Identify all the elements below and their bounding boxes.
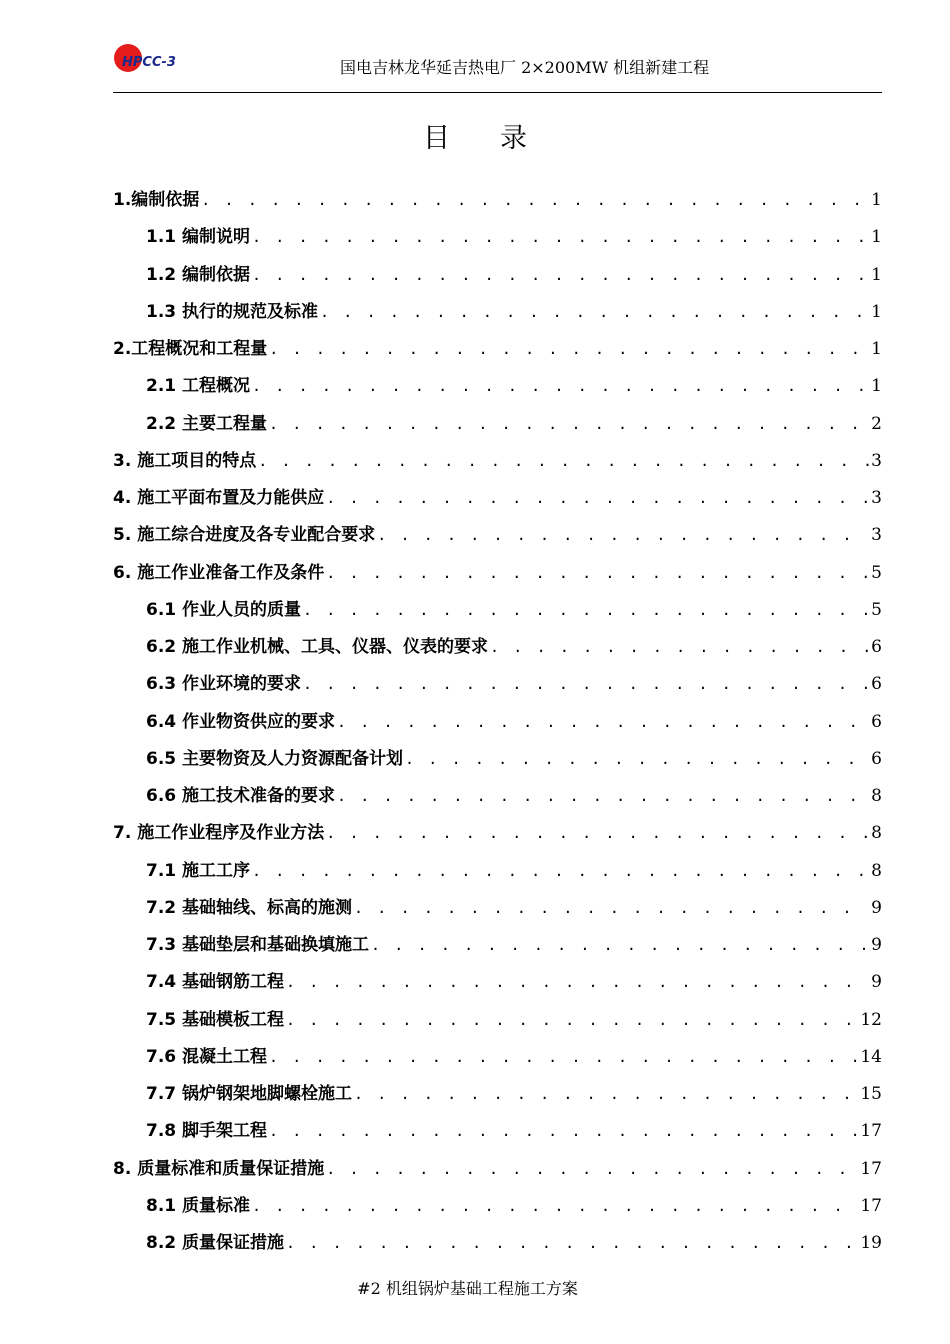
toc-dot-leader (371, 931, 869, 959)
toc-entry-page: 1 (871, 190, 882, 210)
toc-entry[interactable] (113, 708, 882, 745)
footer-text: #2 机组锅炉基础工程施工方案 (357, 1279, 578, 1298)
toc-entry-page: 3 (871, 450, 882, 471)
toc-dot-leader (303, 596, 869, 624)
toc-entry[interactable] (113, 782, 882, 819)
toc-entry-label: 7.5 基础模板工程 (146, 1009, 285, 1030)
toc-entry-page: 2 (871, 413, 882, 434)
toc-entry-label: 1.3 执行的规范及标准 (146, 301, 319, 322)
toc-entry-page: 15 (860, 1084, 882, 1104)
toc-entry[interactable] (113, 894, 882, 931)
toc-entry-page: 1 (871, 339, 882, 359)
toc-entry-label: 7.6 混凝土工程 (146, 1046, 268, 1067)
toc-entry[interactable] (113, 670, 882, 707)
toc-entry-label: 7.7 锅炉钢架地脚螺栓施工 (146, 1084, 353, 1104)
toc-entry-page: 5 (871, 562, 882, 583)
toc-entry-page: 1 (871, 227, 882, 248)
toc-entry-label: 6.2 施工作业机械、工具、仪器、仪表的要求 (146, 637, 489, 657)
toc-entry-page: 6 (871, 711, 882, 732)
toc-entry-page: 14 (860, 1046, 882, 1067)
toc-entry-label: 7.1 施工工序 (146, 860, 251, 881)
toc-entry[interactable] (113, 521, 882, 558)
toc-entry-label: 6.1 作业人员的质量 (146, 599, 302, 620)
toc-entry[interactable] (113, 1043, 882, 1080)
toc-entry-page: 5 (871, 599, 882, 620)
toc-entry[interactable] (113, 484, 882, 521)
toc-entry-page: 17 (860, 1195, 882, 1216)
toc-dot-leader (252, 1192, 858, 1220)
toc-entry-label: 2.工程概况和工程量 (113, 339, 268, 359)
toc-entry-page: 8 (871, 823, 882, 844)
toc-dot-leader (286, 968, 869, 996)
toc-entry[interactable] (113, 1080, 882, 1117)
toc-entry-page: 1 (871, 301, 882, 322)
toc-entry[interactable] (113, 447, 882, 484)
toc-entry-label: 3. 施工项目的特点 (113, 450, 257, 471)
toc-entry-label: 7. 施工作业程序及作业方法 (113, 823, 325, 844)
toc-entry-label: 2.1 工程概况 (146, 376, 251, 397)
toc-entry[interactable] (113, 372, 882, 409)
toc-entry[interactable] (113, 223, 882, 260)
toc-entry-label: 6.4 作业物资供应的要求 (146, 711, 336, 732)
toc-entry[interactable] (113, 931, 882, 968)
toc-entry[interactable] (113, 633, 882, 670)
toc-dot-leader (326, 819, 869, 847)
toc-entry-page: 17 (860, 1121, 882, 1142)
toc-entry[interactable] (113, 1155, 882, 1192)
toc-entry[interactable] (113, 968, 882, 1005)
toc-entry[interactable] (113, 186, 882, 223)
toc-dot-leader (258, 447, 869, 475)
toc-dot-leader (354, 1080, 858, 1108)
toc-dot-leader (326, 484, 869, 512)
toc-entry-page: 9 (871, 935, 882, 955)
toc-entry-label: 8.2 质量保证措施 (146, 1233, 285, 1253)
toc-entry-page: 6 (871, 748, 882, 769)
toc-entry[interactable] (113, 1192, 882, 1229)
toc-entry-label: 7.8 脚手架工程 (146, 1121, 268, 1142)
toc-dot-leader (490, 633, 869, 661)
toc-entry-label: 8. 质量标准和质量保证措施 (113, 1158, 325, 1179)
toc-entry-page: 9 (871, 897, 882, 918)
toc-entry-page: 1 (871, 376, 882, 397)
toc-entry[interactable] (113, 596, 882, 633)
toc-entry[interactable] (113, 298, 882, 335)
toc-entry-page: 19 (860, 1233, 882, 1253)
toc-entry[interactable] (113, 559, 882, 596)
toc-entry[interactable] (113, 1006, 882, 1043)
toc-dot-leader (269, 335, 869, 363)
toc-entry-label: 7.2 基础轴线、标高的施测 (146, 897, 353, 918)
toc-entry-page: 1 (871, 264, 882, 285)
toc-entry-label: 1.编制依据 (113, 190, 200, 210)
toc-entry-page: 6 (871, 637, 882, 657)
toc-dot-leader (303, 670, 869, 698)
toc-dot-leader (252, 372, 869, 400)
company-logo (112, 44, 182, 74)
toc-entry-label: 7.3 基础垫层和基础换填施工 (146, 935, 370, 955)
toc-dot-leader (201, 186, 869, 214)
toc-dot-leader (320, 298, 869, 326)
toc-entry-label: 4. 施工平面布置及力能供应 (113, 488, 325, 508)
toc-dot-leader (269, 1117, 858, 1145)
toc-entry[interactable] (113, 410, 882, 447)
toc-dot-leader (252, 223, 869, 251)
toc-dot-leader (252, 857, 869, 885)
toc-entry[interactable] (113, 745, 882, 782)
toc-entry[interactable] (113, 261, 882, 298)
toc-dot-leader (269, 410, 869, 438)
toc-entry-label: 1.1 编制说明 (146, 227, 251, 248)
table-of-contents (113, 186, 882, 1266)
toc-entry-label: 8.1 质量标准 (146, 1195, 251, 1216)
toc-title: 目录 (423, 123, 577, 154)
toc-entry[interactable] (113, 335, 882, 372)
header-title: 国电吉林龙华延吉热电厂 2×200MW 机组新建工程 (340, 58, 710, 77)
toc-dot-leader (269, 1043, 858, 1071)
toc-entry-page: 17 (860, 1158, 882, 1179)
toc-entry-page: 3 (871, 488, 882, 508)
toc-dot-leader (377, 521, 869, 549)
toc-dot-leader (326, 559, 869, 587)
toc-entry-page: 3 (871, 525, 882, 546)
toc-dot-leader (286, 1229, 858, 1257)
toc-entry-label: 2.2 主要工程量 (146, 413, 268, 434)
toc-entry-label: 6.5 主要物资及人力资源配备计划 (146, 748, 404, 769)
toc-entry-label: 7.4 基础钢筋工程 (146, 972, 285, 993)
toc-entry-label: 6.6 施工技术准备的要求 (146, 786, 336, 806)
toc-dot-leader (337, 708, 869, 736)
toc-entry-page: 9 (871, 972, 882, 993)
toc-dot-leader (252, 261, 869, 289)
toc-entry-page: 12 (860, 1009, 882, 1030)
toc-entry[interactable] (113, 1117, 882, 1154)
toc-entry-page: 8 (871, 786, 882, 806)
toc-entry-label: 5. 施工综合进度及各专业配合要求 (113, 525, 376, 546)
toc-dot-leader (337, 782, 869, 810)
logo-text: HPCC-3 (122, 55, 176, 70)
toc-entry-label: 6. 施工作业准备工作及条件 (113, 562, 325, 583)
toc-entry-page: 8 (871, 860, 882, 881)
toc-entry[interactable] (113, 819, 882, 856)
toc-entry-label: 6.3 作业环境的要求 (146, 674, 302, 695)
header-divider (113, 92, 882, 93)
toc-dot-leader (354, 894, 869, 922)
toc-dot-leader (405, 745, 869, 773)
toc-dot-leader (326, 1155, 858, 1183)
toc-entry[interactable] (113, 1229, 882, 1266)
toc-entry-page: 6 (871, 674, 882, 695)
toc-dot-leader (286, 1006, 858, 1034)
toc-entry-label: 1.2 编制依据 (146, 264, 251, 285)
toc-entry[interactable] (113, 857, 882, 894)
